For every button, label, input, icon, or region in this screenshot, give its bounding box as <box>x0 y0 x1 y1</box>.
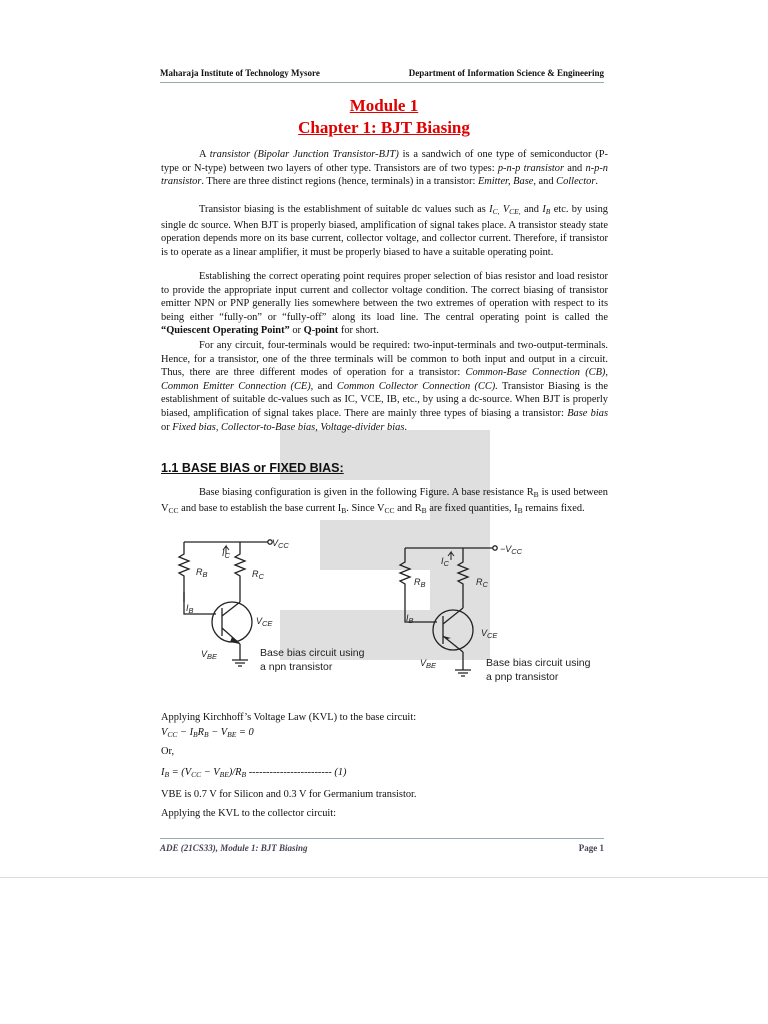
npn-vcc-label: $V_{CC}$ <box>272 538 289 550</box>
pnp-ic-label: $I_C$ <box>441 556 449 568</box>
npn-rb-label: $R_B$ <box>196 567 208 579</box>
kvl-equation: $V_{CC} - I_BR_B - V_{BE} = 0$ <box>161 727 254 739</box>
npn-rc-label: $R_C$ <box>252 569 264 581</box>
department-name: Department of Information Science & Engineering <box>408 68 604 78</box>
vbe-note: VBE is 0.7 V for Silicon and 0.3 V for Germanium transistor. <box>161 789 417 800</box>
intro-paragraph: A transistor (Bipolar Junction Transistor-BJT) is a sandwich of one type of semiconductor (P-type or N-type) between two layers of other type. Transistors are of two types: p-n-p transistor and n-p-n transistor. There are three distinct regions (hence, terminals) in a transistor: Emitter, Base, and Collector. <box>161 149 609 188</box>
page-bottom-divider <box>0 877 768 878</box>
section-heading: 1.1 BASE BIAS or FIXED BIAS: <box>161 461 344 475</box>
npn-vbe-label: $V_{BE}$ <box>201 649 218 661</box>
page-footer <box>160 838 604 853</box>
pnp-vbe-label: $V_{BE}$ <box>420 658 437 670</box>
pnp-vcc-label: $-V_{CC}$ <box>500 544 523 556</box>
chapter-title: Chapter 1: BJT Biasing <box>298 118 470 137</box>
operating-point-paragraph: Establishing the correct operating point requires proper selection of bias resistor and load resistor to provide the appropriate input current and collector voltage condition. The correct biasing of transistor emitter NPN or PNP generally lies somewhere between the two extremes of operation with respect to its being either “fully-on” or “fully-off” along its load line. The central operating point is called the “Quiescent Operating Point” or Q-point for short. <box>161 271 608 337</box>
pnp-rb-label: $R_B$ <box>414 577 426 589</box>
institute-name: Maharaja Institute of Technology Mysore <box>160 68 320 78</box>
page-header <box>160 66 604 83</box>
npn-ic-label: $I_C$ <box>222 548 230 560</box>
npn-caption: Base bias circuit using a npn transistor <box>260 647 365 673</box>
base-bias-paragraph: Base biasing configuration is given in the following Figure. A base resistance $R_B$ is used between $V_{CC}$ and base to establish the base current $I_B$. Since $V_{CC}$ and $R_B$ are fixed quantities, $I_B$ remains fixed. <box>161 487 608 515</box>
module-title: Module 1 <box>349 96 419 115</box>
kvl-intro: Applying Kirchhoff’s Voltage Law (KVL) to the base circuit: <box>161 712 417 723</box>
biasing-paragraph: Transistor biasing is the establishment of suitable dc values such as $I_{C,}$ $V_{CE,}$ and $I_B$ etc. by using single dc source. When BJT is properly biased, amplification of signal takes place. A transistor steady state operation depends more on its base current, collector voltage, and collector current. Therefore, if transistor is to operate as a linear amplifier, it must be properly biased to have a suitable operating point. <box>161 204 608 258</box>
pnp-caption: Base bias circuit using a pnp transistor <box>486 657 591 683</box>
page-number: Page 1 <box>578 843 604 853</box>
pnp-ib-label: $I_B$ <box>406 613 414 625</box>
or-label: Or, <box>161 746 175 757</box>
pnp-rc-label: $R_C$ <box>476 577 488 589</box>
configurations-paragraph: For any circuit, four-terminals would be required: two-input-terminals and two-output-terminals. Hence, for a transistor, one of the three terminals will be common to both input and output in a circuit. Thus, there are three different modes of operation for a transistor: Common-Base Connection (CB), Common Emitter Connection (CE), and Common Collector Connection (CC). Transistor Biasing is the establishment of suitable dc-values such as IC, VCE, IB, etc., by using a dc-source. When BJT is properly biased, amplification of signal takes place. There are mainly three types of biasing a transistor: Base bias or Fixed bias, Collector-to-Base bias, Voltage-divider bias. <box>161 340 608 433</box>
base-current-equation: $I_B = (V_{CC} - V_{BE})/R_B$ ------------------------ (1) <box>161 767 347 779</box>
footer-course: ADE (21CS33), Module 1: BJT Biasing <box>160 843 308 853</box>
pnp-vce-label: $V_{CE}$ <box>481 628 498 640</box>
kvl-collector-intro: Applying the KVL to the collector circuit: <box>161 808 337 819</box>
npn-ib-label: $I_B$ <box>186 603 194 615</box>
npn-vce-label: $V_{CE}$ <box>256 616 273 628</box>
